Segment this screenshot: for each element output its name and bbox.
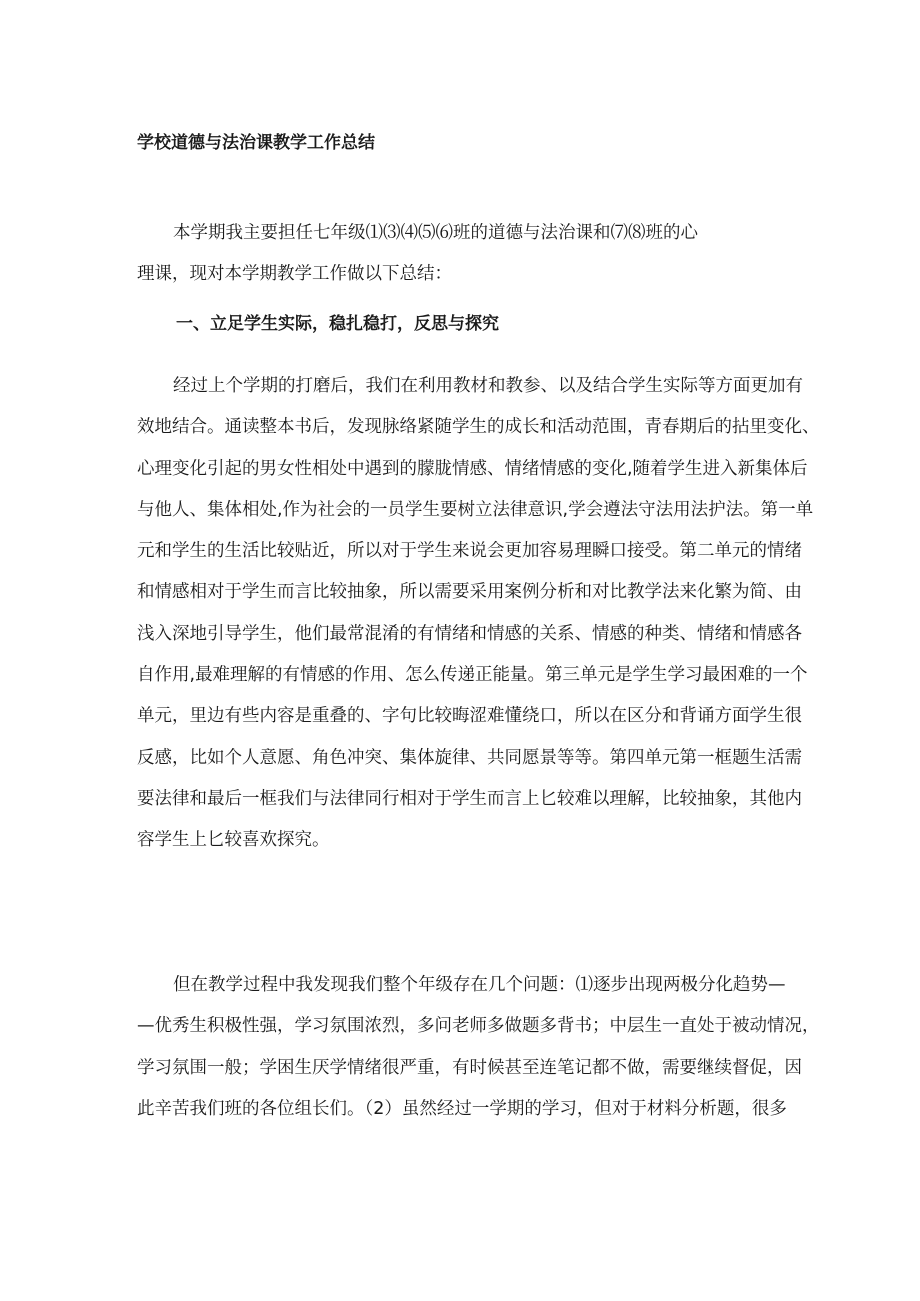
- body-paragraph-1: [137, 366, 820, 862]
- paragraph-line: 本学期我主要担任七年级⑴⑶⑷⑸⑹班的道德与法治课和⑺⑻班的心: [173, 223, 698, 243]
- paragraph-line: 但在教学过程中我发现我们整个年级存在几个问题：⑴逐步出现两极分化趋势—: [173, 975, 786, 995]
- body-paragraph-2: [137, 965, 820, 1130]
- paragraph-line: 自作用,最难理解的有情感的作用、怎么传递正能量。第三单元是学生学习最困难的一个: [137, 665, 808, 686]
- paragraph-line: 容学生上匕较喜欢探究。: [137, 830, 330, 851]
- paragraph-line: 与他人、集体相处,作为社会的一员学生要树立法律意识,学会遵法守法用法护法。第一单: [137, 499, 814, 520]
- paragraph-line: 反感，比如个人意愿、角色冲突、集体旋律、共同愿景等等。第四单元第一框题生活需: [137, 747, 802, 768]
- paragraph-line: 效地结合。通读整本书后，发现脉络紧随学生的成长和活动范围，青春期后的拈里变化、: [137, 417, 820, 438]
- paragraph-line: —优秀生积极性强，学习氛围浓烈，多问老师多做题多背书；中层生一直处于被动情况，: [137, 1016, 820, 1037]
- intro-paragraph: [137, 213, 785, 296]
- section-heading: 一、立足学生实际，稳扎稳打，反思与探究: [176, 314, 499, 334]
- paragraph-line: 要法律和最后一框我们与法律同行相对于学生而言上匕较难以理解，比较抽象，其他内: [137, 788, 802, 809]
- paragraph-line: 心理变化引起的男女性相处中遇到的朦胧情感、情绪情感的变化,随着学生进入新集体后: [137, 458, 808, 479]
- paragraph-line: 理课，现对本学期教学工作做以下总结：: [137, 264, 452, 285]
- paragraph-line: 浅入深地引导学生，他们最常混淆的有情绪和情感的关系、情感的种类、情绪和情感各: [137, 623, 802, 644]
- paragraph-line: 和情感相对于学生而言比较抽象，所以需要采用案例分析和对比教学法来化繁为简、由: [137, 582, 802, 603]
- paragraph-line: 学习氛围一般；学困生厌学情绪很严重，有时候甚至连笔记都不做，需要继续督促，因: [137, 1057, 802, 1078]
- paragraph-line: 单元，里边有些内容是重叠的、字句比较晦涩难懂绕口，所以在区分和背诵方面学生很: [137, 706, 802, 727]
- paragraph-line: 此辛苦我们班的各位组长们。（2）虽然经过一学期的学习，但对于材料分析题，很多: [137, 1098, 787, 1119]
- paragraph-line: 元和学生的生活比较贴近，所以对于学生来说会更加容易理瞬口接受。第二单元的情绪: [137, 541, 802, 562]
- paragraph-line: 经过上个学期的打磨后，我们在利用教材和教参、以及结合学生实际等方面更加有: [173, 376, 803, 396]
- document-title: 学校道德与法治课教学工作总结: [137, 133, 375, 153]
